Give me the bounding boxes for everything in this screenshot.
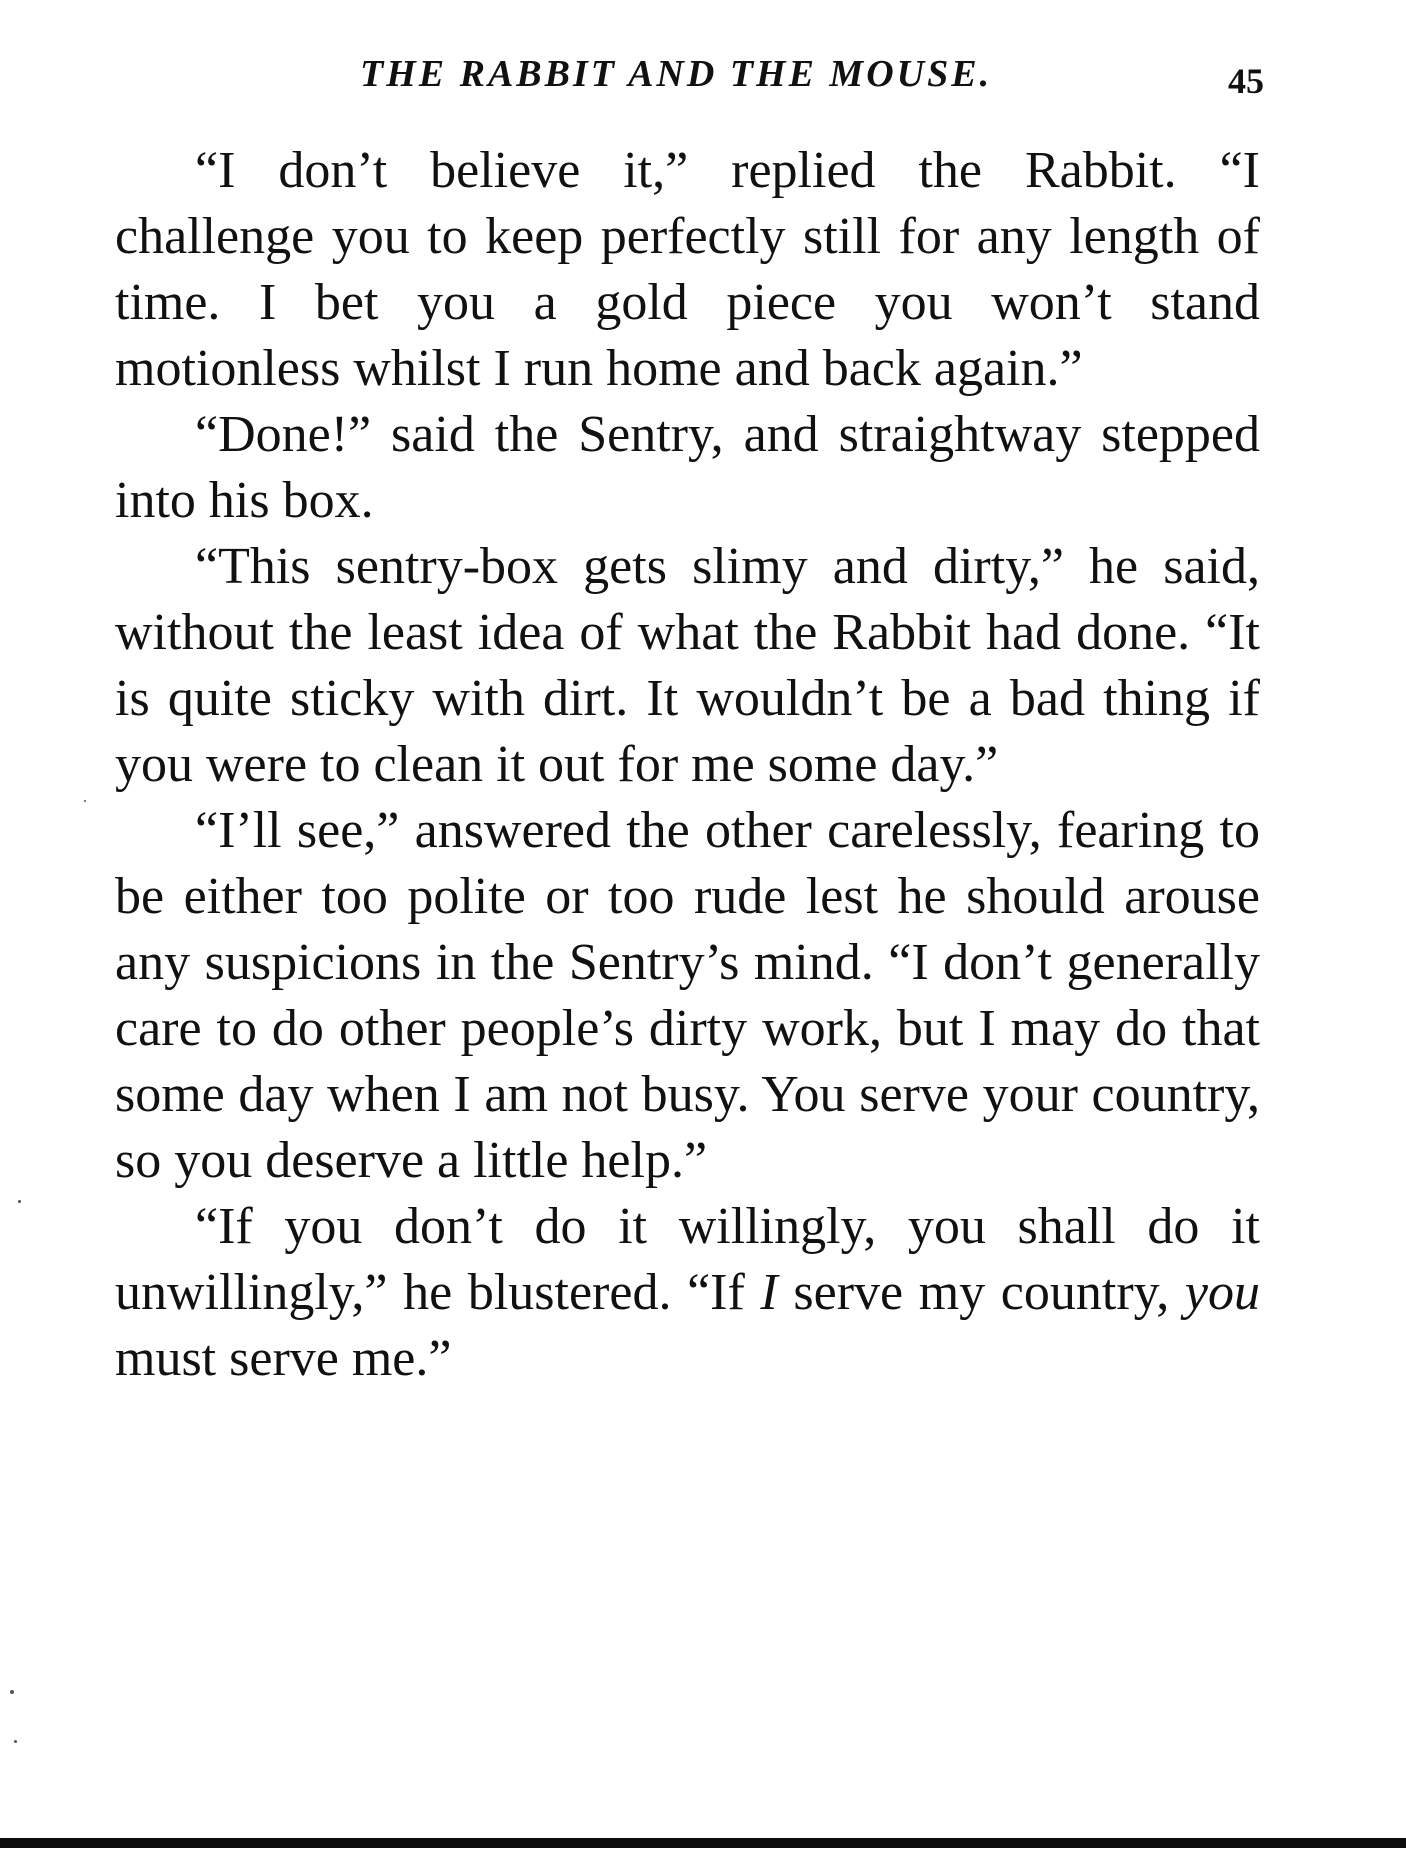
running-title: THE RABBIT AND THE MOUSE. [360, 53, 993, 95]
paragraph: “I don’t believe it,” replied the Rabbit. “I challenge you to keep perfectly still for any length of time. I bet you a gold piece you won’t stand motionless whilst I run home and back again.” [115, 142, 1260, 397]
scan-speck [10, 1690, 14, 1694]
scan-speck [84, 800, 86, 802]
scan-speck [18, 1200, 21, 1203]
body-text [115, 138, 1260, 1392]
emphasis-text: you [1184, 1264, 1260, 1321]
page-bottom-edge [0, 1838, 1406, 1848]
paragraph: “I’ll see,” answered the other carelessly, fearing to be either too polite or too rude lest he should arouse any suspicions in the Sentry’s mind. “I don’t generally care to do other people’s dirty work, but I may do that some day when I am not busy. You serve your country, so you deserve a little help.” [115, 802, 1260, 1189]
paragraph-last [115, 1194, 1260, 1392]
paragraph: “This sentry-box gets slimy and dirty,” he said, without the least idea of what the Rabbit had done. “It is quite sticky with dirt. It wouldn’t be a bad thing if you were to clean it out for me some day.” [115, 538, 1260, 793]
text-run: must serve me.” [115, 1330, 452, 1387]
text-run: serve my country, [777, 1264, 1185, 1321]
page-number: 45 [1228, 61, 1264, 101]
text-run: “If you don’t do it willingly, you shall do it unwillingly,” he blustered. “If [115, 1198, 1260, 1321]
paragraph: “Done!” said the Sentry, and straightway stepped into his box. [115, 406, 1260, 529]
emphasis-text: I [760, 1264, 778, 1321]
scan-speck [14, 1740, 17, 1743]
